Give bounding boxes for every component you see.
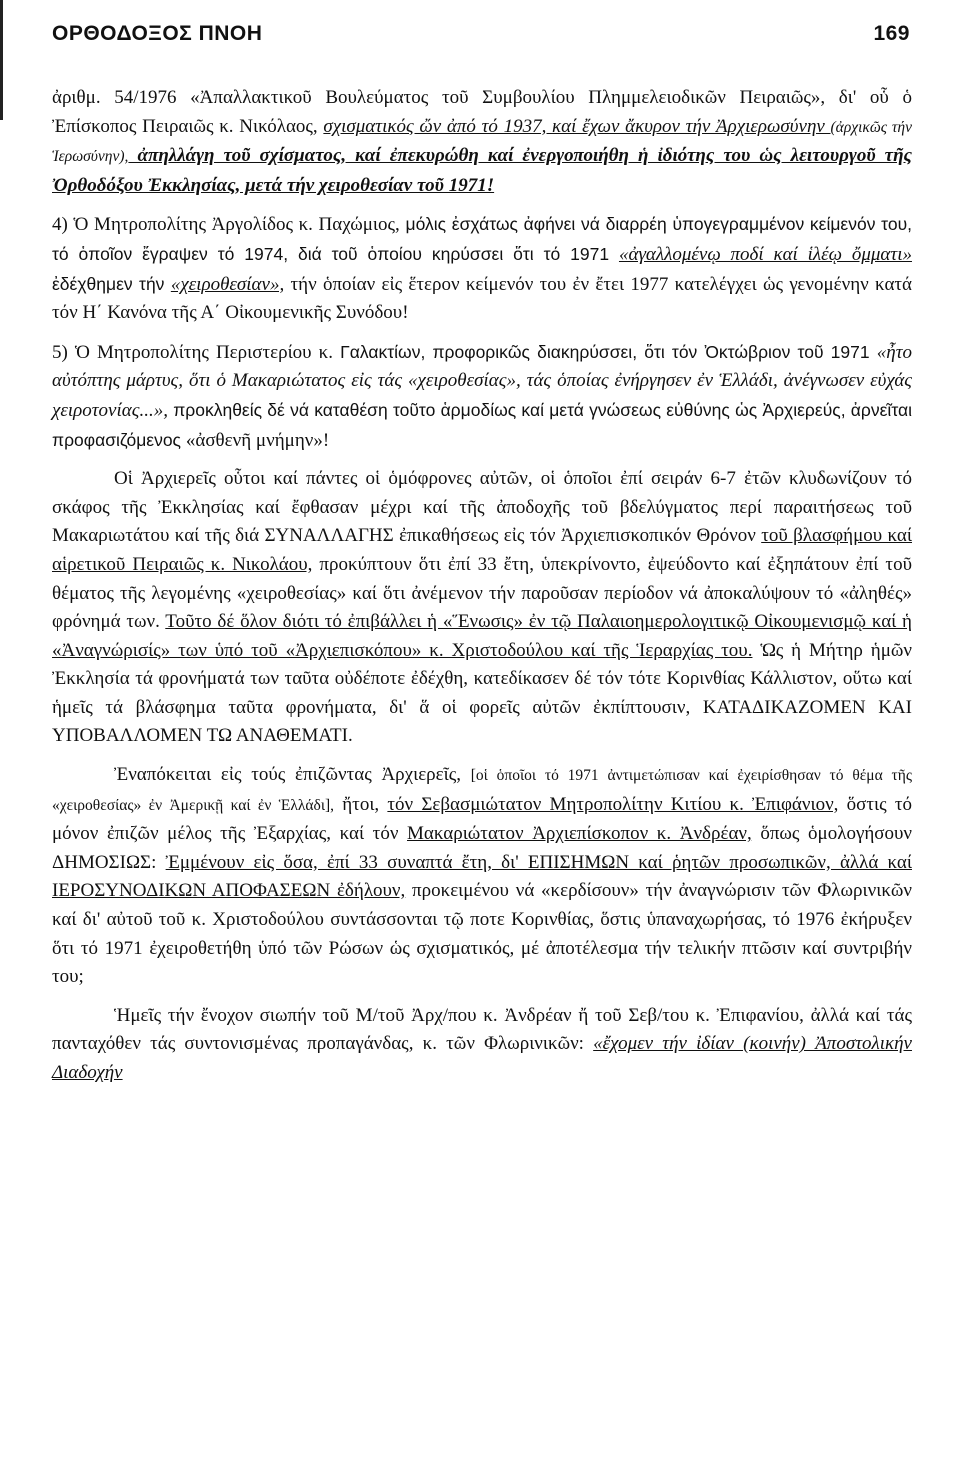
p3-weak-memory: «ἀσθενῆ μνήμην»! xyxy=(185,429,330,451)
p2-text-d: ἐδέχθημεν τήν xyxy=(52,273,171,294)
p3-text-d: προκληθείς δέ νά καταθέση τοῦτο ἁρμοδίως καί μετά γνώσεως εὐθύνης ὡς Ἀρχιερεύς, ἀρνεῖται προφασιζόμενος xyxy=(52,399,912,450)
paragraph-2 xyxy=(52,210,912,327)
p2-quote: «ἀγαλλομένῳ ποδί καί ἱλέῳ ὄμματι» xyxy=(618,243,912,265)
p2-text-f: τήν ὁποίαν εἰς ἕτερον κείμενόν του ἐν ἔτει 1977 κατελέγχει ὡς γενομένην κατά τόν Η΄ Κανόνα τῆς Α΄ Οἰκουμενικῆς Συνόδου! xyxy=(52,273,913,324)
p3-heading: 5) Ὁ Μητροπολίτης Περιστερίου κ. xyxy=(52,341,333,363)
p1-emphasis-acquitted: ἀπηλλάγη τοῦ σχίσματος, καί ἐπεκυρώθη καί ἐνεργοποιήθη ἡ ἰδιότης του ὡς λειτουργοῦ τῆς Ὀρθοδόξου Ἐκκλησίας, μετά τήν χειροθεσίαν τοῦ 1971! xyxy=(52,145,912,196)
paragraph-5 xyxy=(52,761,912,992)
scan-edge-mark xyxy=(0,0,3,120)
p5-underlined-andreas: Μακαριώτατον Ἀρχιεπίσκοπον κ. Ἀνδρέαν, xyxy=(407,823,752,845)
body-text xyxy=(52,84,912,1098)
p1-parenthetical: (ἀρχικῶς τήν Ἱερωσύνην), xyxy=(52,118,912,166)
p5-text-g: ὅπως ὁμολογήσουν ΔΗΜΟΣΙΩΣ: xyxy=(52,823,913,873)
paragraph-6 xyxy=(52,1002,912,1088)
page-header xyxy=(52,22,910,58)
p2-cheirothesia: «χειροθεσίαν», xyxy=(170,273,285,295)
p2-heading: 4) Ὁ Μητροπολίτης Ἀργολίδος κ. Παχώμιος, xyxy=(52,214,400,236)
p5-bracket-note: [οἱ ὁποῖοι τό 1971 ἀντιμετώπισαν καί ἐχειρίσθησαν τό θέμα τῆς «χειροθεσίας» ἐν Ἀμερικῇ καί ἐν Ἑλλάδι], xyxy=(52,767,913,814)
p5-text-c: ἤτοι, xyxy=(334,793,388,815)
paragraph-1 xyxy=(52,84,912,200)
p4-text-e: Ὡς ἡ Μήτηρ ἡμῶν Ἐκκλησία τά φρονήματά των ταῦτα οὐδέποτε ἐδέχθη, κατεδίκασεν δέ τόν τότε Κορινθίας Κάλλιστον, οὕτω καί ἡμεῖς τά βλάσφημα ταῦτα φρονήματα, δι' ἅ οἱ φορεῖς αὐτῶν ἐκπίπτουσιν, ΚΑΤΑΔΙΚΑΖΟΜΕΝ ΚΑΙ ΥΠΟΒΑΛΛΟΜΕΝ ΤΩ ΑΝΑΘΕΜΑΤΙ. xyxy=(52,639,913,747)
p2-text-b: μόλις ἐσχάτως ἀφήνει νά διαρρέη ὑπογεγραμμένον κείμενόν του, τό ὁποῖον ἔγραψεν τό 1974, διά τοῦ ὁποίου κηρύσσει ὅτι τό 1971 xyxy=(52,214,912,264)
page-number: 169 xyxy=(873,22,910,45)
p6-quote: «ἔχομεν τήν ἰδίαν (κοινήν) Ἀποστολικήν Διαδοχήν xyxy=(52,1033,912,1083)
p6-text-a: Ἡμεῖς τήν ἔνοχον σιωπήν τοῦ Μ/τοῦ Ἀρχ/που κ. Ἀνδρέαν ἤ τοῦ Σεβ/του κ. Ἐπιφανίου, ἀλλά καί τάς πανταχόθεν τάς συντονισμένας προπαγάνδας, κ. τῶν Φλωρινικῶν: xyxy=(52,1004,912,1055)
p5-underlined-kition: τόν Σεβασμιώτατον Μητροπολίτην Κιτίου κ. Ἐπιφάνιον, xyxy=(387,793,839,815)
p4-underlined-union: Τοῦτο δέ ὅλον διότι τό ἐπιβάλλει ἡ «Ἕνωσις» ἐν τῷ Παλαιοημερολογιτικῷ Οἰκουμενισμῷ καί ἡ «Ἀναγνώρισίς» των ὑπό τοῦ «Ἀρχιεπισκόπου» κ. Χριστοδούλου καί τῆς Ἱεραρχίας του. xyxy=(52,611,912,661)
paragraph-4 xyxy=(52,465,912,751)
p3-quote: «ἦτο αὐτόπτης μάρτυς, ὅτι ὁ Μακαριώτατος εἰς τάς «χειροθεσίας», τάς ὁποίας ἐνήργησεν ἐν Ἑλλάδι, ἀνέγνωσεν εὐχάς χειροτονίας...», xyxy=(52,341,912,421)
p4-underlined-piraeus: τοῦ βλασφήμου καί αἱρετικοῦ Πειραιῶς κ. Νικολάου, xyxy=(52,525,912,575)
p5-text-i: προκειμένου νά «κερδίσουν» τήν ἀναγνώρισιν τῶν Φλωρινικῶν καί δι' αὐτοῦ τοῦ κ. Χριστοδούλου συντάσσονται τῷ ποτε Κορινθίας, ὅστις ὑπαναχωρήσας, τό 1976 ἐκήρυξεν ὅτι τό 1971 ἐχειροθετήθη ὑπό τῶν Ρώσων ὡς σχισματικός, μέ ἀποτέλεσμα τήν τελικήν πτῶσιν καί συντριβήν του; xyxy=(52,880,912,988)
p3-text-b: Γαλακτίων, προφορικῶς διακηρύσσει, ὅτι τόν Ὀκτώβριον τοῦ 1971 xyxy=(332,341,877,362)
p4-text-a: Οἱ Ἀρχιερεῖς οὗτοι καί πάντες οἱ ὁμόφρονες αὐτῶν, οἱ ὁποῖοι ἐπί σειράν 6-7 ἐτῶν κλυδωνίζουν τό σκάφος τῆς Ἐκκλησίας καί ἔφθασαν μέχρι καί τῆς ἀποδοχῆς τοῦ βδελύγματος περί παραιτήσεως τοῦ Μακαριωτάτου καί τῆς διά ΣΥΝΑΛΛΑΓΗΣ ἐπικαθήσεως εἰς τόν Ἀρχιεπισκοπικόν Θρόνον xyxy=(52,468,912,547)
p4-text-c: προκύπτουν ὅτι ἐπί 33 ἔτη, ὑπεκρίνοντο, ἐψεύδοντο καί ἐξηπάτουν ἐπί τοῦ θέματος τῆς λεγομένης «χειροθεσίας» καί ὅτι ἀνέμενον τήν παροῦσαν περίοδον νά ἀποκαλύψουν τό «ἀληθές» φρόνημά των. xyxy=(52,553,912,633)
p5-text-a: Ἐναπόκειται εἰς τούς ἐπιζῶντας Ἀρχιερεῖς, xyxy=(114,764,471,786)
p5-text-e: ὅστις τό μόνον ἐπιζῶν μέλος τῆς Ἐξαρχίας, καί τόν xyxy=(52,793,912,845)
p5-underlined-decisions: Ἐμμένουν εἰς ὅσα, ἐπί 33 συναπτά ἔτη, δι' ΕΠΙΣΗΜΩΝ καί ῥητῶν προσωπικῶν, ἀλλά καί ΙΕΡΟΣΥΝΟΔΙΚΩΝ ΑΠΟΦΑΣΕΩΝ ἐδήλουν, xyxy=(52,851,912,902)
running-title: ΟΡΘΟΔΟΞΟΣ ΠΝΟΗ xyxy=(52,22,263,45)
p1-emphasis-schismatic: σχισματικός ὤν ἀπό τό 1937, καί ἔχων ἄκυρον τήν Ἀρχιερωσύνην xyxy=(323,115,831,137)
p1-text-a: ἀριθμ. 54/1976 «Ἀπαλλακτικοῦ Βουλεύματος τοῦ Συμβουλίου Πλημμελειοδικῶν Πειραιῶς», δι' οὗ ὁ Ἐπίσκοπος Πειραιῶς κ. Νικόλαος, xyxy=(52,87,912,137)
paragraph-3 xyxy=(52,338,912,455)
